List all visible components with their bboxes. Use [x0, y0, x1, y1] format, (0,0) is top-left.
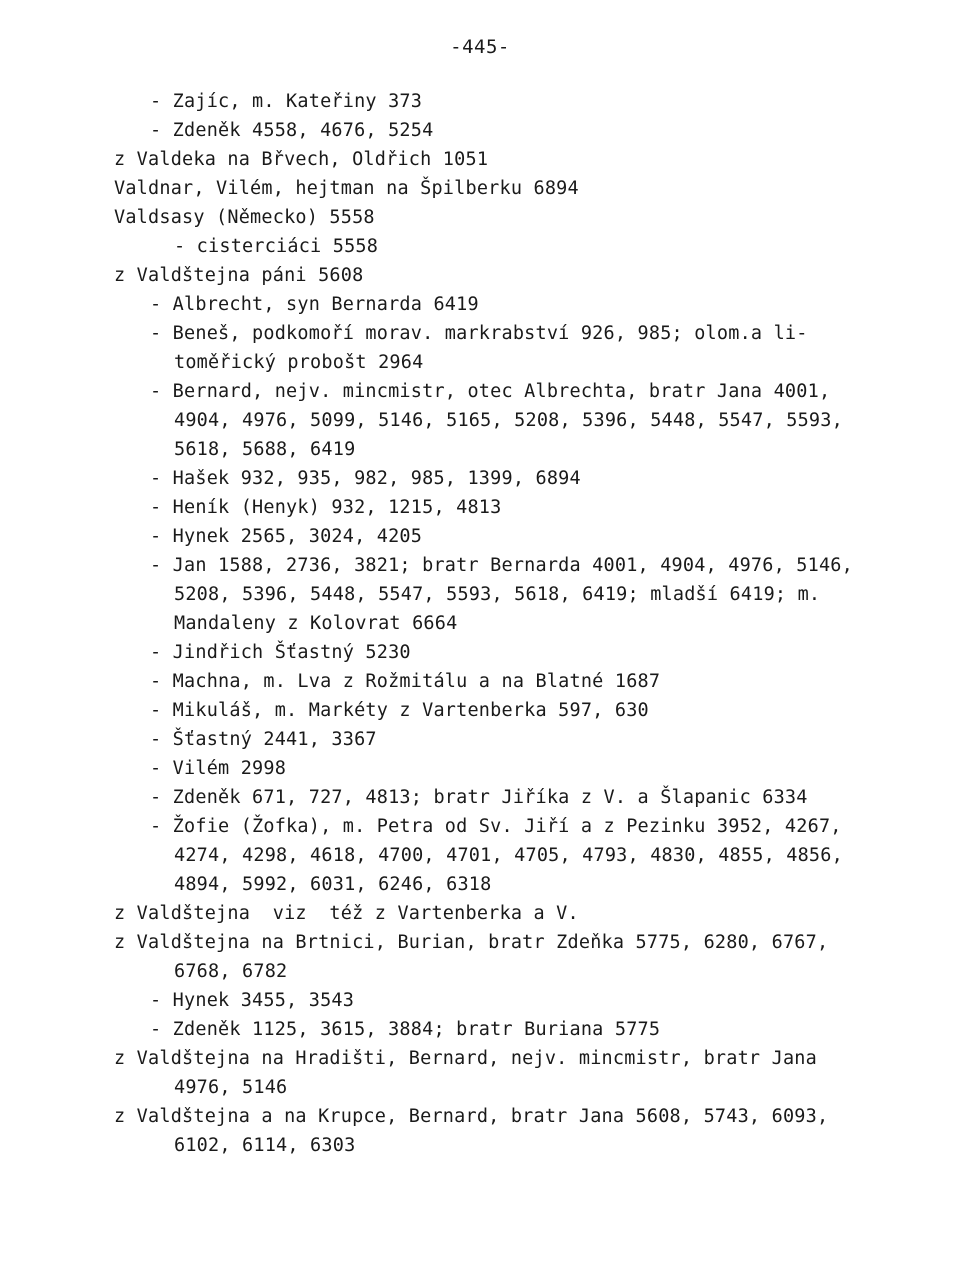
- index-line: z Valdštejna a na Krupce, Bernard, bratr Jana 5608, 5743, 6093,: [114, 1106, 829, 1127]
- page-number: -445-: [450, 36, 510, 58]
- index-line: - Hynek 3455, 3543: [150, 990, 355, 1011]
- index-line: z Valdštejna páni 5608: [114, 265, 364, 286]
- index-line: - Hašek 932, 935, 982, 985, 1399, 6894: [150, 468, 581, 489]
- index-line: - Mikuláš, m. Markéty z Vartenberka 597, 630: [150, 700, 649, 721]
- index-line: - Zdeněk 671, 727, 4813; bratr Jiříka z V. a Šlapanic 6334: [150, 787, 808, 808]
- index-line: z Valdštejna na Brtnici, Burian, bratr Zdeňka 5775, 6280, 6767,: [114, 932, 829, 953]
- index-line: - cisterciáci 5558: [174, 236, 379, 257]
- index-line: - Beneš, podkomoří morav. markrabství 926, 985; olom.a li-: [150, 323, 808, 344]
- index-line: 4274, 4298, 4618, 4700, 4701, 4705, 4793, 4830, 4855, 4856,: [174, 845, 843, 866]
- index-line: 4894, 5992, 6031, 6246, 6318: [174, 874, 492, 895]
- index-line: - Vilém 2998: [150, 758, 287, 779]
- index-line: - Zdeněk 1125, 3615, 3884; bratr Buriana 5775: [150, 1019, 661, 1040]
- index-line: - Hynek 2565, 3024, 4205: [150, 526, 423, 547]
- index-line: - Bernard, nejv. mincmistr, otec Albrechta, bratr Jana 4001,: [150, 381, 831, 402]
- index-line: - Šťastný 2441, 3367: [150, 729, 377, 750]
- index-line: - Jindřich Šťastný 5230: [150, 642, 411, 663]
- index-line: z Valdštejna na Hradišti, Bernard, nejv. mincmistr, bratr Jana: [114, 1048, 817, 1069]
- index-line: 6768, 6782: [174, 961, 288, 982]
- index-line: z Valdeka na Břvech, Oldřich 1051: [114, 149, 489, 170]
- index-line: Valdsasy (Německo) 5558: [114, 207, 375, 228]
- index-line: - Zdeněk 4558, 4676, 5254: [150, 120, 434, 141]
- index-line: 5618, 5688, 6419: [174, 439, 356, 460]
- index-line: - Machna, m. Lva z Rožmitálu a na Blatné 1687: [150, 671, 661, 692]
- index-line: Valdnar, Vilém, hejtman na Špilberku 6894: [114, 178, 579, 199]
- index-line: - Jan 1588, 2736, 3821; bratr Bernarda 4001, 4904, 4976, 5146,: [150, 555, 853, 576]
- index-line: - Zajíc, m. Kateřiny 373: [150, 91, 423, 112]
- index-line: - Žofie (Žofka), m. Petra od Sv. Jiří a z Pezinku 3952, 4267,: [150, 816, 842, 837]
- index-line: 4904, 4976, 5099, 5146, 5165, 5208, 5396, 5448, 5547, 5593,: [174, 410, 843, 431]
- index-line: z Valdštejna viz též z Vartenberka a V.: [114, 903, 579, 924]
- index-line: 4976, 5146: [174, 1077, 288, 1098]
- index-line: - Heník (Henyk) 932, 1215, 4813: [150, 497, 502, 518]
- index-line: 5208, 5396, 5448, 5547, 5593, 5618, 6419; mladší 6419; m.: [174, 584, 821, 605]
- index-line: - Albrecht, syn Bernarda 6419: [150, 294, 479, 315]
- index-line: 6102, 6114, 6303: [174, 1135, 356, 1156]
- index-line: toměřický probošt 2964: [174, 352, 424, 373]
- index-line: Mandaleny z Kolovrat 6664: [174, 613, 458, 634]
